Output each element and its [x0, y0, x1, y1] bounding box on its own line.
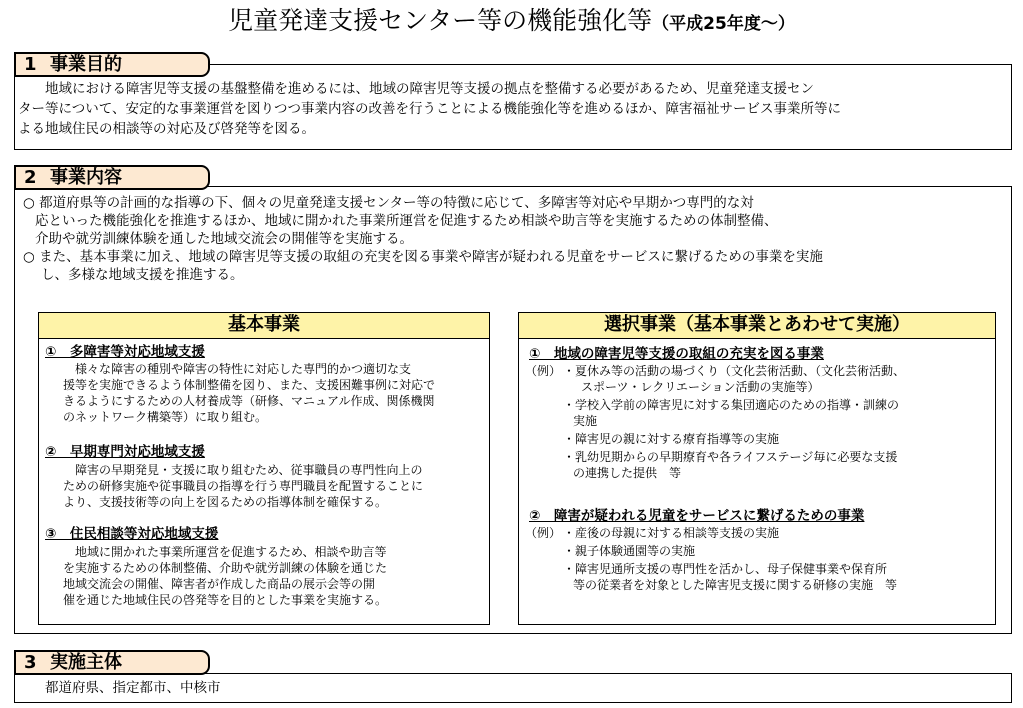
optional-item-line: ・障害児通所支援の専門性を活かし、母子保健事業や保育所 [563, 562, 888, 576]
optional-item-line: ・乳幼児期からの早期療育や各ライフステージ毎に必要な支援 [563, 450, 898, 464]
optional-item-line: スポーツ・レクリエーション活動の実施等） [581, 380, 820, 394]
optional-business-panel [518, 325, 996, 625]
section-3-box [14, 673, 1012, 703]
page-title-main: 児童発達支援センター等の機能強化等 [228, 6, 653, 35]
basic-item-line: を実施するための体制整備、介助や就労訓練の体験を通じた [63, 561, 388, 575]
basic-item-line: 地域に開かれた事業所運営を促進するため、相談や助言等 [75, 545, 387, 559]
optional-item-line: ・親子体験通園等の実施 [563, 544, 696, 558]
section-3-text: 都道府県、指定都市、中核市 [45, 680, 221, 696]
section-2-line: 介助や就労訓練体験を通した地域交流会の開催等を実施する。 [35, 231, 413, 247]
basic-item-line: ための研修実施や従事職員の指導を行う専門職員を配置することに [63, 479, 424, 493]
page-title-sub: （平成25年度～） [652, 14, 795, 34]
section-3-label [14, 650, 210, 675]
section-2-line: ○ また、基本事業に加え、地域の障害児等支援の取組の充実を図る事業や障害が疑われる児童をサービスに繋げるための事業を実施 [23, 249, 823, 265]
basic-item-line: 様々な障害の種別や障害の特性に対応した専門的かつ適切な支 [75, 362, 412, 376]
section-2-line: ○ 都道府県等の計画的な指導の下、個々の児童発達支援センター等の特徴に応じて、多障害等対応や早期かつ専門的な対 [23, 195, 754, 211]
section-2-line: 応といった機能強化を推進するほか、地域に開かれた事業所運営を促進するため相談や助言等を実施するための体制整備、 [35, 213, 778, 229]
section-2-line: し、多様な地域支援を推進する。 [41, 267, 244, 283]
section-1-label [14, 52, 210, 77]
optional-business-header: 選択事業（基本事業とあわせて実施） [518, 312, 996, 339]
basic-item-heading: ① 多障害等対応地域支援 [45, 344, 205, 360]
optional-item-line: ・夏休み等の活動の場づくり（文化芸術活動、（文化芸術活動、 [563, 364, 906, 378]
optional-item-line: 実施 [573, 414, 598, 428]
section-1-line: 地域における障害児等支援の基盤整備を進めるには、地域の障害児等支援の拠点を整備する必要があるため、児童発達支援セン [45, 81, 814, 97]
basic-item-line: より、支援技術等の向上を図るための指導体制を確保する。 [63, 495, 388, 509]
optional-item-heading: ① 地域の障害児等支援の取組の充実を図る事業 [529, 346, 824, 362]
section-1-number: 1 [24, 54, 37, 75]
optional-item-line: ・産後の母親に対する相談等支援の実施 [563, 526, 780, 540]
section-2-number: 2 [24, 167, 37, 188]
section-3-number: 3 [24, 652, 37, 673]
basic-item-line: きるようにするための人材養成等（研修、マニュアル作成、関係機関 [63, 394, 435, 408]
basic-item-heading: ② 早期専門対応地域支援 [45, 444, 205, 460]
section-2-label [14, 165, 210, 190]
section-1-title: 事業目的 [50, 54, 122, 75]
basic-item-line: 障害の早期発見・支援に取り組むため、従事職員の専門性向上の [75, 463, 423, 477]
optional-item-line: ・学校入学前の障害児に対する集団適応のための指導・訓練の [563, 398, 900, 412]
section-2-title: 事業内容 [50, 167, 122, 188]
section-1-line: よる地域住民の相談等の対応及び啓発等を図る。 [18, 121, 315, 137]
page-title [0, 4, 1023, 41]
basic-item-line: 地域交流会の開催、障害者が作成した商品の展示会等の開 [63, 577, 376, 591]
optional-item-heading: ② 障害が疑われる児童をサービスに繋げるための事業 [529, 508, 865, 524]
basic-item-line: 援等を実施できるよう体制整備を図り、また、支援困難事例に対応で [63, 378, 436, 392]
optional-example-label: （例） [525, 364, 562, 378]
basic-item-line: のネットワーク構築等）に取り組む。 [63, 410, 268, 424]
basic-item-line: 催を通じた地域住民の啓発等を目的とした事業を実施する。 [63, 593, 388, 607]
basic-business-header: 基本事業 [38, 312, 490, 339]
basic-business-panel [38, 325, 490, 625]
optional-item-line: ・障害児の親に対する療育指導等の実施 [563, 432, 780, 446]
section-3-title: 実施主体 [50, 652, 122, 673]
section-1-line: ター等について、安定的な事業運営を図りつつ事業内容の改善を行うことによる機能強化等を進めるほか、障害福祉サービス事業所等に [18, 101, 841, 117]
basic-item-heading: ③ 住民相談等対応地域支援 [45, 526, 219, 542]
optional-item-line: 等の従業者を対象とした障害児支援に関する研修の実施 等 [573, 578, 898, 592]
optional-example-label: （例） [525, 526, 562, 540]
optional-item-line: の連携した提供 等 [573, 466, 682, 480]
